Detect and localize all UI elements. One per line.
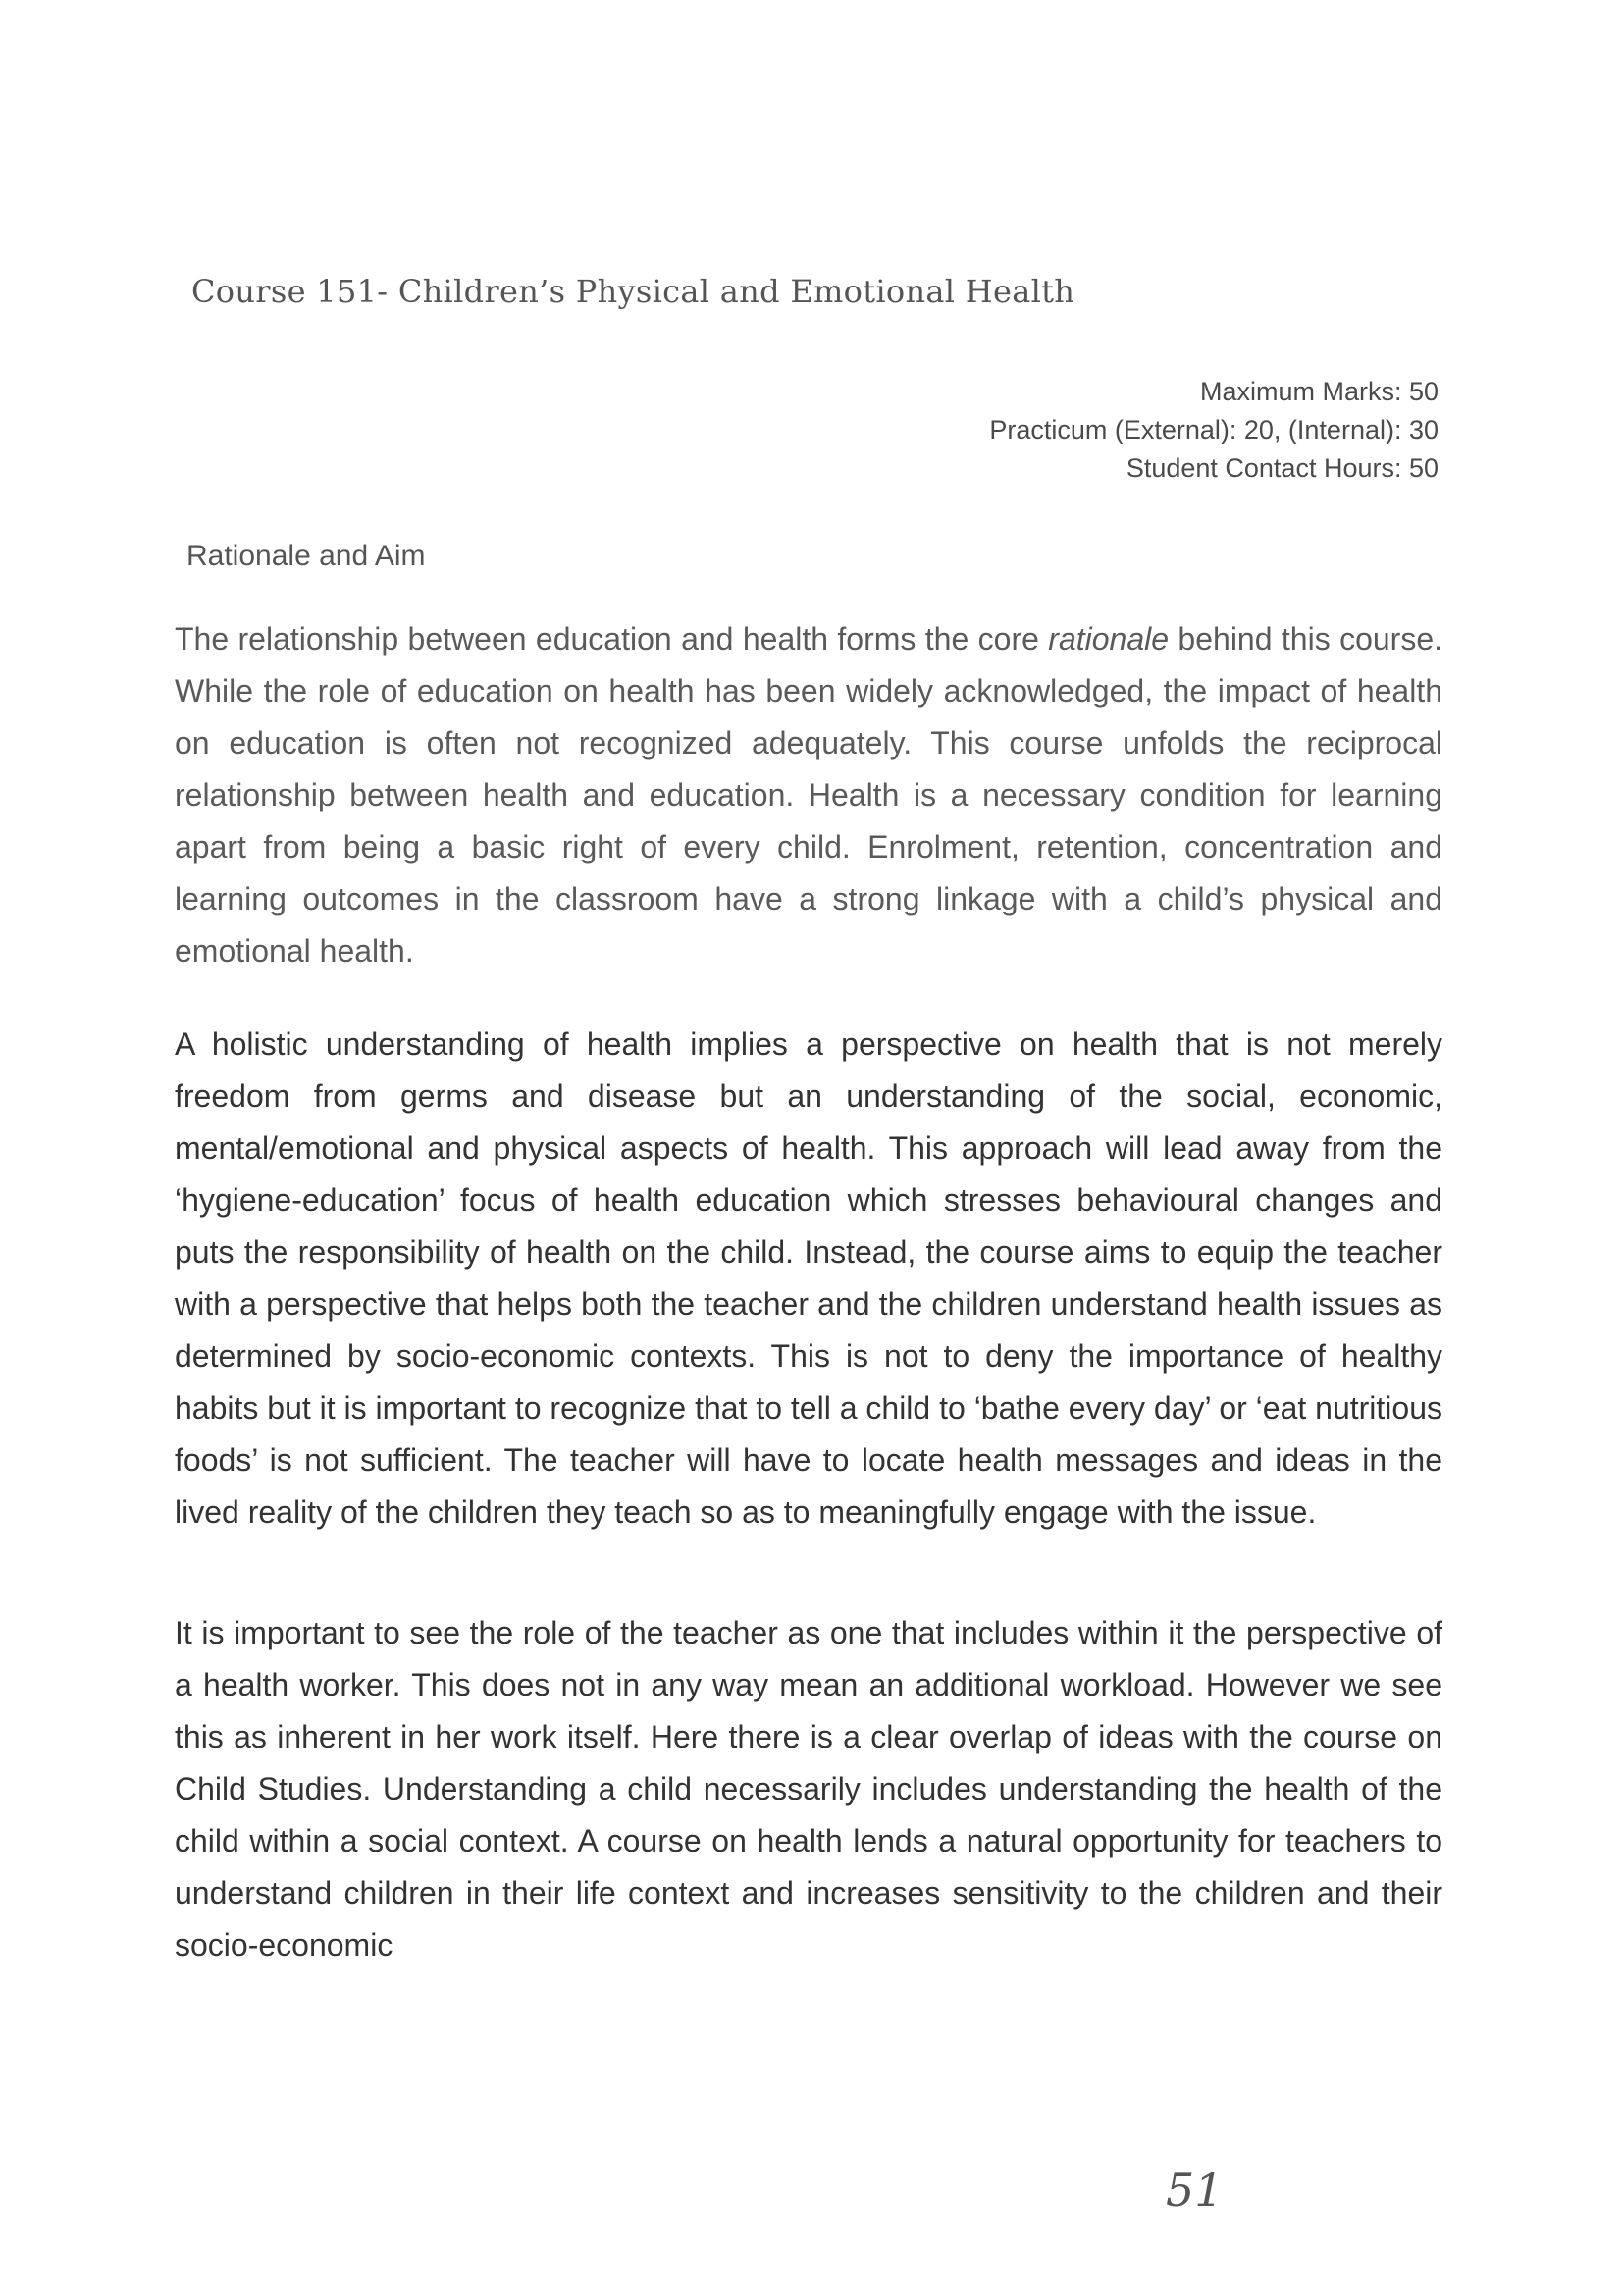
page-title: Course 151- Children’s Physical and Emotional Health <box>191 273 1075 310</box>
paragraph-1 <box>175 613 1442 977</box>
paragraph-1-start: The relationship between education and health forms the core <box>175 621 1049 656</box>
contact-hours: Student Contact Hours: 50 <box>1126 453 1439 483</box>
practicum-marks: Practicum (External): 20, (Internal): 30 <box>989 415 1439 444</box>
maximum-marks: Maximum Marks: 50 <box>1199 377 1439 406</box>
paragraph-1-end: behind this course. While the role of education on health has been widely acknowledged, the impact of health on education is often not recognized adequately. This course unfolds the reciprocal relationship between health and education. Health is a necessary condition for learning apart from being a basic right of every child. Enrolment, retention, concentration and learning outcomes in the classroom have a strong linkage with a child’s physical and emotional health. <box>175 621 1443 968</box>
paragraph-2: A holistic understanding of health implies a perspective on health that is not merely freedom from germs and disease but an understanding of the social, economic, mental/emotional and physical aspects of health. This approach will lead away from the ‘hygiene-education’ focus of health education which stresses behavioural changes and puts the responsibility of health on the child. Instead, the course aims to equip the teacher with a perspective that helps both the teacher and the children understand health issues as determined by socio-economic contexts. This is not to deny the importance of healthy habits but it is important to recognize that to tell a child to ‘bathe every day’ or ‘eat nutritious foods’ is not sufficient. The teacher will have to locate health messages and ideas in the lived reality of the children they teach so as to meaningfully engage with the issue. <box>175 1026 1442 1530</box>
paragraph-1-emphasis: rationale <box>1048 621 1170 656</box>
marks-block <box>752 373 1439 488</box>
page-number: 51 <box>1166 2164 1224 2217</box>
paragraph-3: It is important to see the role of the teacher as one that includes within it the perspective of a health worker. This does not in any way mean an additional workload. However we see this as inherent in her work itself. Here there is a clear overlap of ideas with the course on Child Studies. Understanding a child necessarily includes understanding the health of the child within a social context. A course on health lends a natural opportunity for teachers to understand children in their life context and increases sensitivity to the children and their socio-economic <box>175 1615 1442 1962</box>
section-heading: Rationale and Aim <box>186 540 426 572</box>
